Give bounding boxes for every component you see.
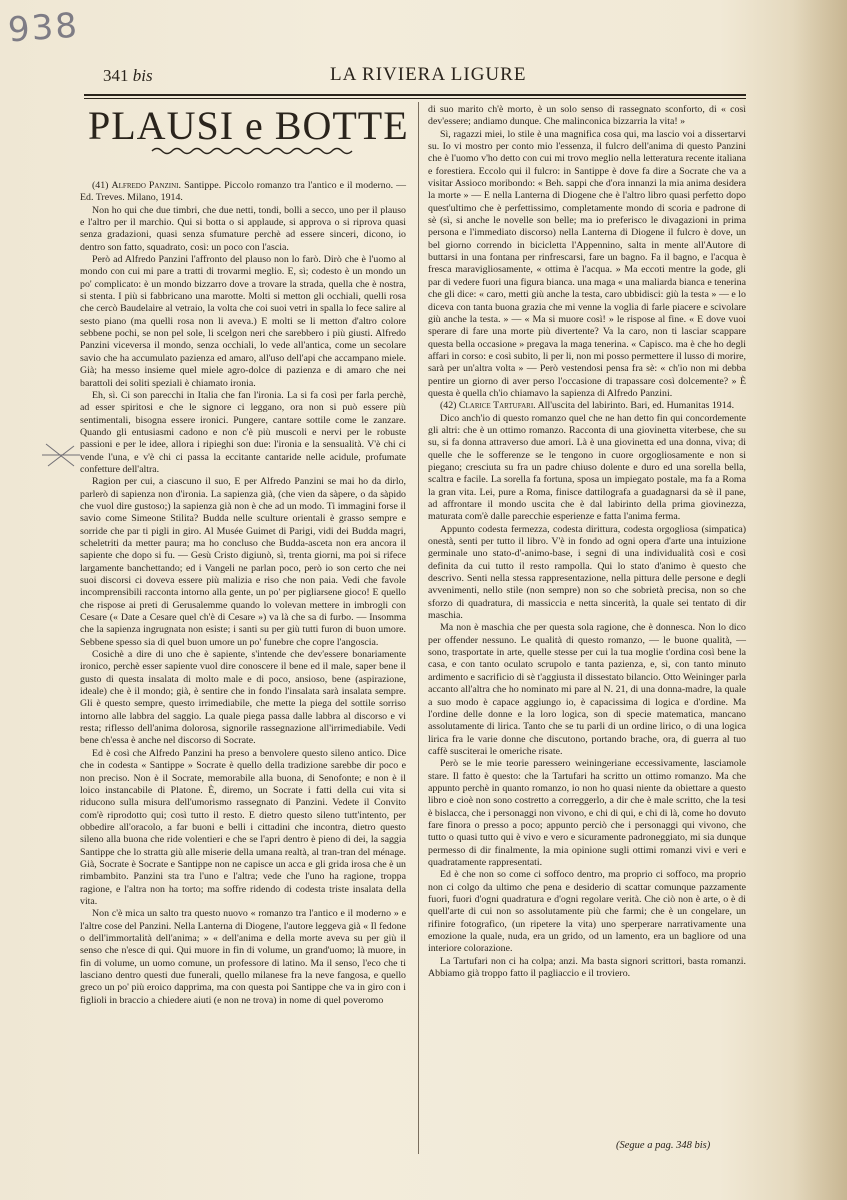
paragraph: La Tartufari non ci ha colpa; anzi. Ma basta signori scrittori, basta romanzi. Abbiamo già troppo fatto il pagliaccio e il troviero. [428, 955, 746, 980]
review-author: Alfredo Panzini. [111, 180, 181, 191]
review-author: Clarice Tartufari. [458, 400, 536, 412]
left-column [80, 180, 406, 1007]
review-42-heading [428, 400, 746, 412]
continued-note: (Segue a pag. 348 bis) [616, 1140, 711, 1151]
page-edge-shadow [792, 0, 847, 1200]
paragraph: Sì, ragazzi miei, lo stile è una magnifica cosa qui, ma lascio voi a dissertarvi su. Io vi mostro per conto mio l'essenza, il fulcro dell'anima di questo Panzini che è l'uomo v'ho detto con cui mi trovo meglio nella letteratura recente italiana e forestiera. Eccolo qui il fulcro: in Santippe è dove fa dire a Socrate che va a visitar Assioco moribondo: « Beh. sappi che d'ora innanzi la mia anima desidera la morte » — E nella Lanterna di Diogene che è l'altro libro quasi perfetto dopo quest'ultimo che è perfettissimo, completamente mondo di scoria e padrone di sè (sì, si anche le novelle son belle; ma io preferisco le divagazioni in prima persona e l'immediato discorso) nella Lanterna di Diogene il fulcro è dove, un bel giorno correndo in bicicletta l'Appennino, salta in mente all'Autore di buttarsi in una fontana per rinfrescarsi, fare un bagno. Fa il bagno, e l'acqua è fresca maravigliosamente, « ottima è l'acqua. » Ma eccoti mentre la gode, gli par di vedere fuori una figura bianca. una maga « una maliarda bianca e tenerina che gli dice: « caro, metti giù anche la testa, caro ubbidisci: giù la testa » — e lo diceva con tanta buona grazia che mi venne la voglia di farle piacere e scivolare giù anche la testa. » — « Ma si muore così! » le rispose al fine. « E dove vuoi sperare di fare una morte più divertente? Va la caro, non ti lasciar scappare questa bella occasione » pregava la maga tenerina. « Capisco. ma è che ho degli affari in corso: e così subito, li per li, non mi posso permettere il lusso di morire, sarà per un'altra volta » — Però vestendosi pensa fra sè: « ch'io non mi debba pentire un giorno di aver perso l'occasione di trapassare così dolcemente? » È questa è quella ch'io chiamavo la sapienza di Alfredo Panzini. [428, 128, 746, 399]
page-number [103, 66, 153, 86]
review-41-heading [80, 180, 406, 205]
paragraph: Ma non è maschia che per questa sola ragione, che è donnesca. Non lo dico per offender nessuno. Le qualità di questo romanzo, — le buone qualità, — sono, trasportate in arte, quelle stesse per cui la tua moglie t'ordina così bene la casa, e con tanto oculato scrupolo e tanta pazienza, e, sì, con tanto minuto ardimento e sacrificio di sè t'aggiusta il dissestato bilancio. Otto Weininger parla accanto all'altra che ho nominato mi pare al N. 21, di una donna-madre, la quale a suo modo è capace aggiungo io, è capacissima di logica e d'ordine. Ma l'ordine delle donne e la loro logica, son di specie matematica, mancano assolutamente di lirica. Tanto che se tu parli di un ordine lirico, o di una logica lirica fra le varie donne che discutono, portando brache, ora, di guerra al tuo caffè susciterai le omeriche risate. [428, 622, 746, 757]
paragraph: Dico anch'io di questo romanzo quel che ne han detto fin qui concordemente gli altri: che è un ottimo romanzo. Racconta di una giovinetta viterbese, che su su, si fa donna attraverso due amori. Là è una giovinetta ed una donna, viva; di quelle che le sofferenze se le tengono in cuore orgogliosamente e non si piegano; cresciuta su fra un padre chiuso dolente e duro ed una sorella bella, scaltra e facile. La sorella fa fortuna, sposa un impiegato postale, ma fa a Roma la gran vita. Lei, pure a Roma, finisce dattilografa a guadagnarsi da sè il pane, ad affrontare il mondo uscita che è dal labirinto della prima giovinezza, maturata com'è dalle parecchie esperienze e fatta l'anima ferma. [428, 412, 746, 523]
review-citation: Santippe. Piccolo romanzo tra l'antico e il moderno. — Ed. Treves. Milano, 1914. [80, 180, 407, 204]
paragraph: Però se le mie teorie paressero weiningeriane eccessivamente, lasciamole stare. Il fatto è questo: che la Tartufari ha scritto un ottimo romanzo. Ma che appunto perchè in quanto romanzo, io non ho quasi niente da obiettare a questo libro e cioè non sono costretto a correggerlo, a dir che è male scritto, che la tesi è bislacca, che i personaggi non vivono, e chi di qui, e chi di là, come ho dovuto fare finora o presso a poco; appunto perciò che i personaggi qui vivono, che tutto o quasi tutto qui è vivo e vero e sicuramente padroneggiato, mi sia dunque permesso di dir finalmente, la mia opinione sugli ottimi romanzi vivi e veri e quadratamente rappresentati. [428, 758, 746, 868]
paragraph: Ragion per cui, a ciascuno il suo, E per Alfredo Panzini se mai ho da dirlo, parlerò di sapienza non d'ironia. La sapienza già, (che vien da sàpere, o da sàpido che vuol dire gustoso;) la sapienza già non è che ad un modo. Ti immagini forse il savio come Simeone Stilita? Budda nelle sculture orientali è grasso sempre e sorride che par ti pigli in giro. Al Musée Guimet di Parigi, vidi dei Budda magri, scheletriti da metter paura; ma ho concluso che Budda-asceta non era ancora il sapiente che dopo si fu. — Gesù Cristo digiunò, sì, trenta giorni, ma poi si rifece largamente banchettando; ed i Vangeli ne parlan poco, però io son certo che nei suoi discorsi ci doveva essere più malizia e riso che non paia. Vedi che favole incomprensibili racconta intorno alla gente, un po' per pigliarsene gioco! E quello che rispose ai preti di Gerusalemme quando lo volevan mettere in imbrogli con Cesare (« Date a Cesare quel ch'è di Cesare ») va là che sa di furbo. — Insomma che la sapienza ingrugnata non esiste; i santi su per giù tutti furon di buon umore. Sebbene spesso sia di quel buon umore un po' funebre che copre l'angoscia. [80, 476, 406, 648]
page-number-suffix: bis [132, 66, 153, 85]
right-column [428, 104, 746, 980]
decorative-wave-divider [150, 146, 360, 156]
handwritten-cross-mark [40, 440, 80, 470]
header-rule [84, 94, 746, 96]
paragraph: Non c'è mica un salto tra questo nuovo « romanzo tra l'antico e il moderno » e l'altre cose del Panzini. Nella Lanterna di Diogene, l'autore leggeva già « Il fedone o dell'immortalità dell'anima; » « dell'anima e della morte aveva su per giù il senso che n'esce di qui. Qui muore in fin di volume, un grand'uomo; là muore, in fin di volume, un uomo comune, un professore di latino. Ma il senso, l'eco che ti lasciano dentro questi due funerali, quello milanese fra la neve fangosa, e quello greco un po' più eroico dapprima, ma con questa poi Santippe che va in giro con i figlioli in braccio a chiedere aiuti (e non ne trova) in nome di quel poveromo [80, 908, 406, 1006]
section-title: PLAUSI e BOTTE [88, 103, 409, 148]
paragraph: Ed è che non so come ci soffoco dentro, ma proprio ci soffoco, ma proprio non ci colgo da ultimo che pena e desiderio di scattar comunque pazzamente fuori, fuori d'ogni quadratura e d'ogni regolare verità. Che ciò non è arte, o è di quell'arte di cui non so assolutamente più che farmi; che è un congelare, un rifinire fotografico, (un ripetere la vita) uno sperperare narrativamente una emozione la quale, nuda, era un grido, od un lamento, era un bagliore od una interiore colorazione. [428, 869, 746, 955]
paragraph: Ed è così che Alfredo Panzini ha preso a benvolere questo sileno antico. Dice che in codesta « Santippe » Socrate è quello della tradizione sarebbe dir poco e non preciso. Non è il Socrate, memorabile alla buona, di Senofonte; e non è il loico instancabile di Platone. È, diremo, un Socrate i fatti della cui vita si riducono sulla misura dell'umorismo rassegnato di Panzini. Vedete il Convito com'è riprodotto qui; così tutto il resto. E dietro questo sileno tutt'intento, per obbedire all'oracolo, a far buoni e belli i cittadini che incontra, dietro questo sileno alla buona che ride volentieri e che se l'apri dentro è pieno di dei, la saggia Santippe che lo stratta giù alle miserie della umana realtà, al tran-tran del ménage. Già, Socrate è Socrate e Santippe non ne capisce un acca e gli grida irosa che è un rimbambito. Panzini sta tra l'uno e l'altra; vede che l'uno ha ragione, troppa ragione, e l'altra non ha torto; ma soffre ridendo di codesta triste insalata della vita. [80, 747, 406, 907]
magazine-title: LA RIVIERA LIGURE [330, 64, 527, 85]
review-number: (42) [440, 400, 457, 412]
review-number: (41) [92, 180, 109, 191]
paragraph: di suo marito ch'è morto, è un solo senso di rassegnato sconforto, di « così dev'essere; andiamo dunque. Che malinconica bizzarria la vita! » [428, 104, 746, 128]
header-rule-thin [84, 98, 746, 99]
column-divider [418, 102, 419, 1154]
paragraph: Però ad Alfredo Panzini l'affronto del plauso non lo farò. Dirò che è l'uomo al mondo con cui mi pare a tratti di trovarmi meglio. E, sì; codesto è un mondo un po' complicato: è un mondo bizzarro dove a trovare la strada, quella che è nostra, si stenta. I più si fabbricano una marotte. Molti si metton gli occhiali, quelli rosa che cercò Baudelaire al vetraio, la volta che coi suoi vetri in spalla lo fece salire al sesto piano (ma quelli rosa non li aveva.) E molti se li metton d'altro colore sebbene pochi, se non pel sole, li scelgon neri che sarebbero i più giusti. Alfredo Panzini viceversa il mondo, senza occhiali, lo vede all'antica, come un secolare savio che ha accumulato pazienza ed amaro, all'uso dell'api che accampano miele. Già; ha messo insieme quel miele agro-dolce di pazienza e di amaro che nei barattoli dei soliti speziali è chiamato ironia. [80, 254, 406, 389]
paragraph: Non ho qui che due timbri, che due netti, tondi, bolli a secco, uno per il plauso e l'altro per il marchio. Qui si botta o si applaude, si approva o si riprova quasi senza gradazioni, quasi senza sfumature perchè ad essere sinceri, dicono, io dentro son fatto, squadrato, così: un poco con l'ascia. [80, 204, 406, 253]
inventory-mark: 938 [6, 5, 81, 51]
paragraph: Cosichè a dire di uno che è sapiente, s'intende che dev'essere bonariamente ironico, perchè esser sapiente vuol dire conoscere il bene ed il male, saper bene il gusto di questa insalata di molto male e di poco, ansioso, bene (aspirazione, ideale) che è il mondo; già, è sentire che in fondo l'insalata sarà insalata sempre. Gli è questo sempre, questo irrimediabile, che mette la piega del sottile sorriso intorno alle labbra del saggio. La quale piega passa dalle labbra al discorso e vi resta; riflesso dell'anima dolorosa, signorile rassegnazione all'irrimediabile. Vedi bene ch'essa è anche nel discorso di Socrate. [80, 649, 406, 747]
review-citation: All'uscita del labirinto. Bari, ed. Humanitas 1914. [537, 400, 735, 412]
paragraph: Eh, sì. Ci son parecchi in Italia che fan l'ironia. La si fa così per farla perchè, ad esser spiritosi e che le signore ci leggano, ora non si può essere più sentimentali, bisogna essere ironici. Pungere, cantare sottile come le zanzare. Quando gli entusiasmi cadono e non c'è più muscoli e nervi per le robuste passioni e per le idee, allora i ripieghi son due: l'ironia e la sensualità. V'è chi ci vende l'una, e v'è chi ci passa la eccitante cantaride nelle acidule, profumate confetture dell'altra. [80, 389, 406, 475]
paragraph: Appunto codesta fermezza, codesta dirittura, codesta orgogliosa (simpatica) onestà, senti per tutto il libro. V'è in fondo ad ogni opera d'arte una intuizione germinale uno stato-d'-animo-base, i segni di una individualità così e così definita da cui tutto il resto rampolla. Qui lo stato d'animo è questo che descrivo. Senti nella stessa rappresentazione, nella pittura delle persone e degli avvenimenti, nello stile (non sempre) non so che sobrietà precisa, non so che sforzo di quadratura, di massiccia e netta sincerità, la quale sei tentato di dir maschia. [428, 523, 746, 622]
page-number-value: 341 [103, 66, 129, 85]
